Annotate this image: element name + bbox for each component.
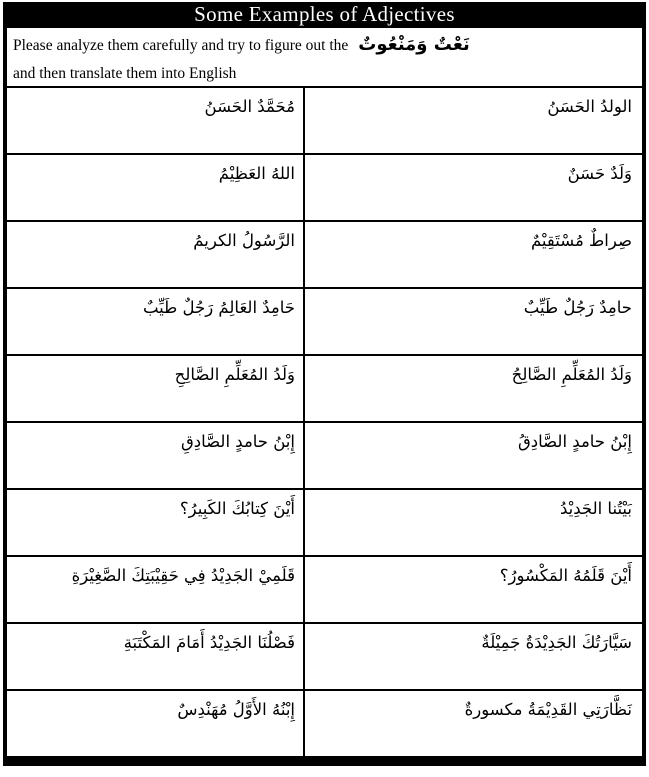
table-cell-left: فَصْلُنَا الجَدِيْدُ أَمَامَ المَكْتَبَةِ — [123, 633, 295, 652]
table-row — [7, 222, 642, 289]
table-cell-right: أَيْنَ قَلَمُهُ المَكْسُورُ؟ — [499, 566, 632, 585]
table-row — [7, 155, 642, 222]
page-title: Some Examples of Adjectives — [3, 2, 646, 28]
table-row — [7, 490, 642, 557]
table-cell-right: وَلَدُ المُعَلِّمِ الصَّالِحُ — [511, 365, 632, 384]
table-row — [7, 691, 642, 756]
table-row — [7, 423, 642, 490]
table-cell-left: إِبْنُ حامدٍ الصَّادِقِ — [180, 432, 295, 451]
table-cell-right: سَيَّارَتُكَ الجَدِيْدَةُ جَمِيْلَةٌ — [481, 633, 632, 652]
table-row — [7, 88, 642, 155]
document-body — [3, 28, 646, 766]
table-cell-left: قَلَمِيْ الجَدِيْدُ فِي حَقِيْبَتِكَ الصَّغِيْرَةِ — [71, 566, 295, 585]
table-cell-right: إِبْنُ حامدٍ الصَّادِقُ — [517, 432, 632, 451]
table-cell-left: أَيْنَ كِتابُكَ الكَبِيرُ؟ — [179, 499, 295, 518]
instruction-line-2: and then translate them into English — [13, 65, 237, 82]
examples-table — [7, 88, 642, 756]
table-cell-right: الولدُ الحَسَنُ — [547, 97, 632, 116]
table-cell-right: وَلَدٌ حَسَنٌ — [567, 164, 632, 183]
table-cell-right: نَظَّارَتِي القَدِيْمَةُ مكسورةٌ — [464, 700, 632, 719]
table-cell-left: الرَّسُولُ الكريمُ — [193, 231, 295, 250]
table-cell-left: حَامِدٌ العَالِمُ رَجُلٌ طَيِّبٌ — [142, 298, 295, 317]
table-cell-right: بَيْتُنا الجَدِيْدُ — [560, 499, 632, 518]
table-cell-left: مُحَمَّدٌ الحَسَنُ — [204, 97, 295, 116]
table-cell-right: حامِدٌ رَجُلٌ طَيِّبٌ — [523, 298, 632, 317]
instructions-block — [7, 28, 642, 88]
instruction-line-1 — [13, 30, 634, 62]
table-cell-left: وَلَدُ المُعَلِّمِ الصَّالِحِ — [174, 365, 295, 384]
table-cell-left: إِبْنُهُ الأَوَّلُ مُهَنْدِسٌ — [177, 700, 295, 719]
table-cell-left: اللهُ العَظِيْمُ — [218, 164, 295, 183]
table-row — [7, 624, 642, 691]
table-row — [7, 289, 642, 356]
table-row — [7, 557, 642, 624]
table-cell-right: صِراطٌ مُسْتَقِيْمٌ — [530, 231, 632, 250]
table-row — [7, 356, 642, 423]
instruction-text-arabic: نَعْتٌ وَمَنْعُوتٌ — [358, 33, 470, 55]
instruction-text-english: Please analyze them carefully and try to figure out the — [13, 37, 349, 54]
